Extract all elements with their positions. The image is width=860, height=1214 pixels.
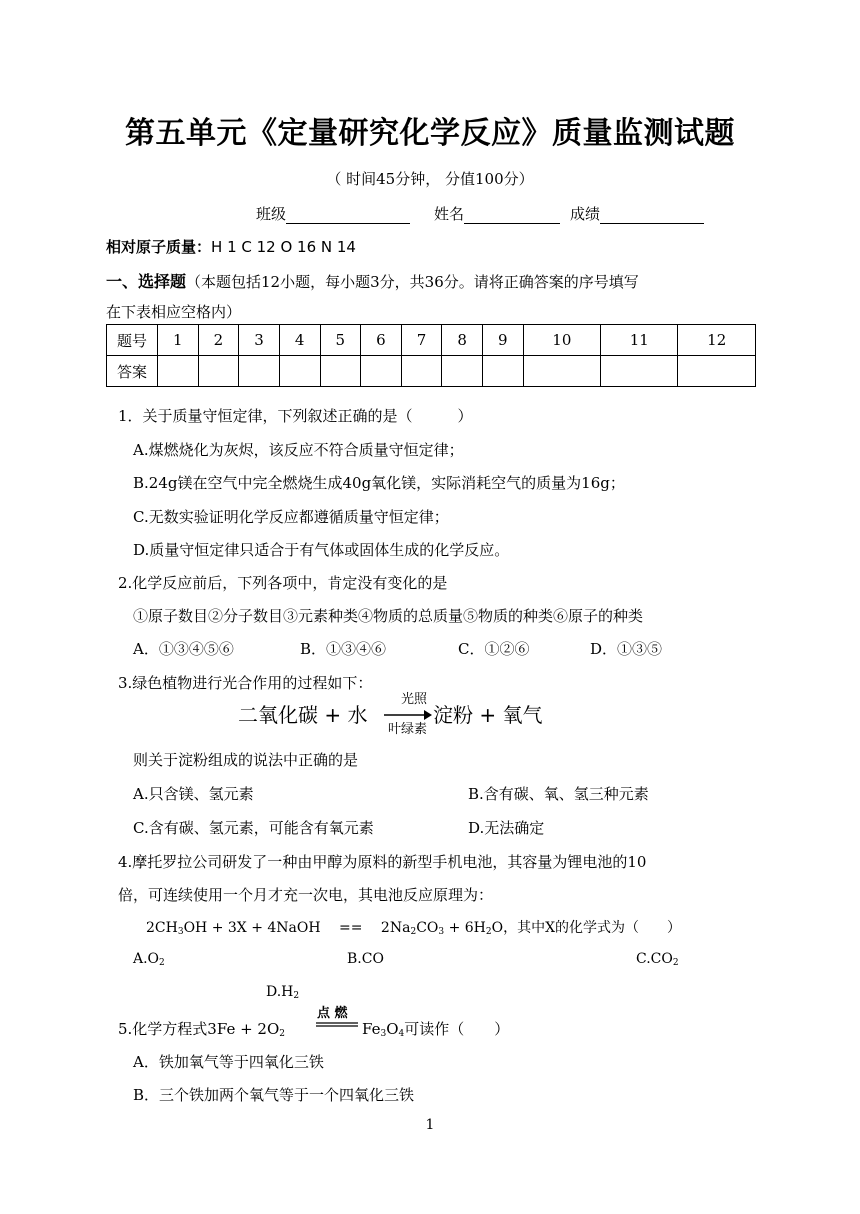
q4-stem-line2: 倍，可连续使用一个月才充一次电，其电池反应原理为： <box>118 886 494 904</box>
q2-option-a: A．①③④⑤⑥ <box>133 640 234 658</box>
equation-products: 淀粉 + 氧气 <box>433 703 543 727</box>
q5-option-a: A．铁加氧气等于四氧化三铁 <box>133 1053 324 1071</box>
eq-text: Fe <box>362 1020 381 1038</box>
eq-subscript: 2 <box>279 1029 285 1039</box>
row-label-answer: 答案 <box>107 356 158 387</box>
q4-stem-line1: 4.摩托罗拉公司研发了一种由甲醇为原料的新型手机电池，其容量为锂电池的10 <box>118 853 647 871</box>
answer-cell[interactable] <box>198 356 239 387</box>
name-blank[interactable] <box>464 207 560 224</box>
q2-option-d: D．①③⑤ <box>590 640 663 658</box>
q4-option-c <box>636 951 679 968</box>
answer-cell[interactable] <box>401 356 442 387</box>
eq-subscript: 2 <box>410 927 417 937</box>
table-row <box>107 325 756 356</box>
condition-text: 点 燃 <box>317 1006 348 1021</box>
q3-option-c: C.含有碳、氢元素，可能含有氧元素 <box>133 819 374 837</box>
answer-cell[interactable] <box>158 356 199 387</box>
question-number-cell: 8 <box>442 325 483 356</box>
answer-cell[interactable] <box>361 356 402 387</box>
q3-follow: 则关于淀粉组成的说法中正确的是 <box>133 751 359 769</box>
answer-cell[interactable] <box>601 356 678 387</box>
eq-subscript: 3 <box>380 1029 387 1039</box>
q3-option-b: B.含有碳、氧、氢三种元素 <box>468 785 649 803</box>
q1-option-a: A.煤燃烧化为灰烬，该反应不符合质量守恒定律； <box>133 441 464 459</box>
atomic-mass-line <box>106 236 356 257</box>
eq-text: CO <box>416 920 439 936</box>
name-label: 姓名 <box>434 205 465 223</box>
eq-text: 5.化学方程式3Fe + 2O <box>118 1020 280 1038</box>
q4-option-d <box>266 984 299 1001</box>
equation-reactants: 二氧化碳 + 水 <box>238 703 368 727</box>
page-title: 第五单元《定量研究化学反应》质量监测试题 <box>125 116 735 151</box>
row-label-number: 题号 <box>107 325 158 356</box>
question-number-cell: 12 <box>678 325 756 356</box>
eq-subscript: 2 <box>293 991 300 1001</box>
arrow-head-icon <box>424 710 432 720</box>
q2-items: ①原子数目②分子数目③元素种类④物质的总质量⑤物质的种类⑥原子的种类 <box>133 607 644 625</box>
eq-subscript: 2 <box>485 927 492 937</box>
eq-subscript: 4 <box>398 1029 405 1039</box>
section1-desc: （本题包括12小题，每小题3分，共36分。请将正确答案的序号填写 <box>186 273 639 291</box>
eq-text: 2CH <box>146 920 178 936</box>
option-text: D.H <box>266 984 294 1000</box>
equation-condition-below: 叶绿素 <box>388 722 428 737</box>
question-number-cell: 6 <box>361 325 402 356</box>
exam-subtitle: （ 时间45分钟， 分值100分） <box>326 170 534 188</box>
q2-stem: 2.化学反应前后，下列各项中，肯定没有变化的是 <box>118 574 448 592</box>
q5-condition-arrow <box>314 1003 360 1037</box>
answer-table <box>106 324 756 387</box>
answer-cell[interactable] <box>483 356 524 387</box>
question-number-cell: 1 <box>158 325 199 356</box>
question-number-cell: 4 <box>279 325 320 356</box>
atomic-mass-label: 相对原子质量： <box>106 238 212 256</box>
answer-cell[interactable] <box>678 356 756 387</box>
eq-text: O，其中X的化学式为（ ） <box>491 920 682 936</box>
answer-cell[interactable] <box>239 356 280 387</box>
q1-option-b: B.24g镁在空气中完全燃烧生成40g氧化镁，实际消耗空气的质量为16g； <box>133 474 625 492</box>
option-text: C.CO <box>636 951 673 967</box>
atomic-mass-values: H 1 C 12 O 16 N 14 <box>211 238 356 256</box>
eq-text: O <box>386 1020 399 1038</box>
section1-desc-cont: 在下表相应空格内） <box>106 303 242 321</box>
class-blank[interactable] <box>286 207 410 224</box>
eq-subscript: 2 <box>672 958 679 968</box>
q4-option-a <box>133 951 165 968</box>
eq-subscript: 3 <box>177 927 184 937</box>
question-number-cell: 5 <box>320 325 361 356</box>
q1-stem: 1．关于质量守恒定律，下列叙述正确的是（ ） <box>118 407 473 425</box>
student-info-fields <box>256 203 704 224</box>
question-number-cell: 11 <box>601 325 678 356</box>
reaction-condition-svg <box>314 1003 360 1033</box>
q5-product <box>362 1018 509 1039</box>
question-number-cell: 3 <box>239 325 280 356</box>
eq-subscript: 3 <box>438 927 445 937</box>
answer-cell[interactable] <box>523 356 600 387</box>
q1-option-d: D.质量守恒定律只适合于有气体或固体生成的化学反应。 <box>133 541 510 559</box>
q3-option-a: A.只含镁、氢元素 <box>133 785 254 803</box>
score-label: 成绩 <box>570 205 601 223</box>
q2-option-c: C．①②⑥ <box>458 640 530 658</box>
answer-cell[interactable] <box>320 356 361 387</box>
q3-option-d: D.无法确定 <box>468 819 545 837</box>
section1-heading <box>106 269 639 292</box>
eq-text: OH + 3X + 4NaOH == 2Na <box>183 920 411 936</box>
photosynthesis-equation <box>238 688 548 742</box>
q3-stem: 3.绿色植物进行光合作用的过程如下： <box>118 674 373 692</box>
q5-option-b: B．三个铁加两个氧气等于一个四氧化三铁 <box>133 1086 415 1104</box>
question-number-cell: 2 <box>198 325 239 356</box>
question-number-cell: 9 <box>483 325 524 356</box>
table-row <box>107 356 756 387</box>
q4-option-b: B.CO <box>347 951 384 967</box>
question-number-cell: 7 <box>401 325 442 356</box>
section1-title: 一、选择题 <box>106 272 187 291</box>
option-text: A.O <box>133 951 160 967</box>
score-blank[interactable] <box>600 207 704 224</box>
q4-equation <box>146 917 681 937</box>
eq-text: + 6H <box>444 920 486 936</box>
q2-option-b: B．①③④⑥ <box>300 640 387 658</box>
q5-stem <box>118 1018 285 1039</box>
class-label: 班级 <box>256 205 287 223</box>
eq-text: 可读作（ ） <box>404 1020 510 1038</box>
page-number: 1 <box>425 1117 435 1133</box>
question-number-cell: 10 <box>523 325 600 356</box>
answer-cell[interactable] <box>279 356 320 387</box>
answer-cell[interactable] <box>442 356 483 387</box>
photosynthesis-equation-svg <box>238 688 548 738</box>
eq-subscript: 2 <box>159 958 165 968</box>
q1-option-c: C.无数实验证明化学反应都遵循质量守恒定律； <box>133 508 449 526</box>
equation-condition-above: 光照 <box>401 692 428 707</box>
